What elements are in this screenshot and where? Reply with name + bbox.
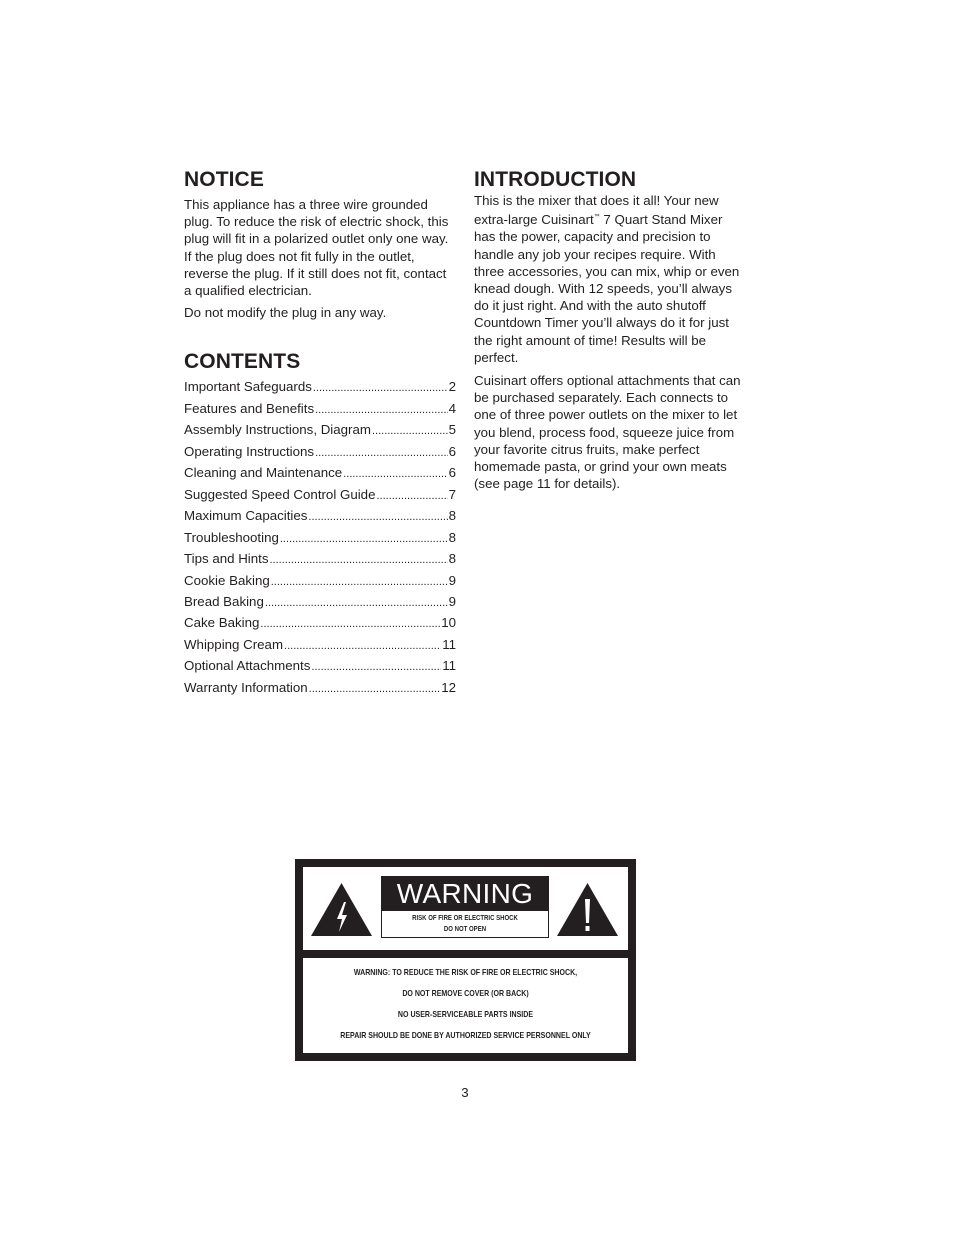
toc-entry-page: 12 [441, 679, 456, 695]
warning-subtitle-2: DO NOT OPEN [443, 926, 487, 933]
toc-entry [184, 592, 456, 613]
toc-entry-page: 9 [448, 593, 456, 609]
toc-entry-label: Features and Benefits [184, 400, 315, 416]
warning-subtitle-1: RISK OF FIRE OR ELECTRIC SHOCK [412, 915, 518, 922]
toc-entry [184, 656, 456, 677]
left-column [184, 168, 456, 699]
warning-line-2: DO NOT REMOVE COVER (OR BACK) [402, 989, 529, 998]
warning-text-panel [303, 958, 628, 1053]
toc-leader-dots [315, 444, 448, 463]
toc-entry-label: Cleaning and Maintenance [184, 465, 343, 481]
toc-entry-page: 8 [448, 551, 456, 567]
toc-entry-page: 9 [448, 572, 456, 588]
toc-entry-label: Maximum Capacities [184, 508, 308, 524]
introduction-paragraph-1 [474, 192, 746, 366]
intro-text-b: 7 Quart Stand Mixer has the power, capacity and precision to handle any job your recipes require. With three accessories, you can mix, whip or even knead dough. With 12 speeds, you’ll always do it just right. And with the auto shutoff Countdown Timer you’ll always do it for just the right amount of time! Results will be perfect. [474, 212, 740, 365]
trademark-mark: ™ [593, 214, 600, 221]
contents-heading: CONTENTS [184, 350, 301, 374]
toc-leader-dots [343, 465, 447, 484]
toc-leader-dots [260, 615, 440, 634]
toc-entry-page: 6 [448, 443, 456, 459]
toc-leader-dots [313, 379, 448, 398]
toc-leader-dots [280, 530, 448, 549]
toc-entry-page: 11 [442, 658, 456, 674]
toc-entry-page: 10 [441, 615, 456, 631]
toc-entry-page: 4 [448, 400, 456, 416]
toc-entry [184, 678, 456, 699]
notice-extra: Do not modify the plug in any way. [184, 305, 387, 321]
warning-header-panel [303, 867, 628, 950]
page-number: 3 [461, 1085, 469, 1100]
introduction-paragraph-2: Cuisinart offers optional attachments that can be purchased separately. Each connects to one of three power outlets on the mixer to let you blend, process food, squeeze juice from your favorite citrus fruits, make perfect homemade pasta, or grind your own meats (see page 11 for details). [474, 373, 741, 492]
toc-entry-label: Cookie Baking [184, 572, 270, 588]
toc-entry-page: 6 [448, 465, 456, 481]
toc-entry-label: Operating Instructions [184, 443, 315, 459]
toc-entry [184, 463, 456, 484]
toc-entry-page: 5 [448, 422, 456, 438]
toc-entry-label: Warranty Information [184, 679, 308, 695]
toc-leader-dots [270, 551, 448, 570]
toc-entry-label: Important Safeguards [184, 379, 312, 395]
toc-leader-dots [376, 487, 447, 506]
exclamation-icon [556, 882, 619, 937]
toc-entry [184, 613, 456, 634]
toc-entry-page: 11 [442, 636, 456, 652]
warning-label-box [295, 859, 636, 1061]
toc-entry [184, 485, 456, 506]
warning-title: WARNING [382, 877, 548, 911]
toc-leader-dots [311, 658, 441, 677]
toc-entry-label: Cake Baking [184, 615, 260, 631]
intro-text-a: This is the mixer that does it all! Your new extra-large Cuisinart [474, 193, 719, 228]
toc-entry [184, 420, 456, 441]
lightning-bolt-icon [310, 882, 373, 937]
notice-heading: NOTICE [184, 168, 264, 191]
toc-entry [184, 635, 456, 656]
toc-entry-label: Whipping Cream [184, 636, 284, 652]
toc-entry-label: Assembly Instructions, Diagram [184, 422, 371, 438]
toc-entry [184, 442, 456, 463]
introduction-heading: INTRODUCTION [474, 168, 637, 191]
notice-body: This appliance has a three wire grounded plug. To reduce the risk of electric shock, this plug will fit in a polarized outlet only one way. If the plug does not fit fully in the outlet, reverse the plug. If it still does not fit, contact a qualified electrician. [184, 197, 449, 299]
toc-entry-label: Troubleshooting [184, 529, 279, 545]
toc-entry-label: Tips and Hints [184, 551, 269, 567]
toc-leader-dots [284, 637, 441, 656]
toc-leader-dots [315, 401, 448, 420]
toc-entry [184, 571, 456, 592]
toc-leader-dots [265, 594, 448, 613]
warning-label [381, 876, 549, 938]
toc-leader-dots [271, 573, 448, 592]
toc-entry-page: 8 [448, 529, 456, 545]
toc-leader-dots [372, 422, 448, 441]
toc-entry [184, 506, 456, 527]
toc-entry [184, 377, 456, 398]
toc-entry-page: 2 [448, 379, 456, 395]
toc-entry-label: Optional Attachments [184, 658, 311, 674]
warning-line-3: NO USER-SERVICEABLE PARTS INSIDE [397, 1010, 534, 1019]
toc-entry-page: 7 [448, 486, 456, 502]
table-of-contents [184, 377, 456, 699]
toc-leader-dots [309, 680, 441, 699]
warning-line-1: WARNING: TO REDUCE THE RISK OF FIRE OR ELECTRIC SHOCK, [353, 968, 578, 977]
toc-entry [184, 399, 456, 420]
toc-entry-label: Bread Baking [184, 593, 264, 609]
toc-entry-label: Suggested Speed Control Guide [184, 486, 376, 502]
toc-entry [184, 528, 456, 549]
toc-leader-dots [308, 508, 447, 527]
warning-line-4: REPAIR SHOULD BE DONE BY AUTHORIZED SERVICE PERSONNEL ONLY [340, 1031, 591, 1040]
toc-entry [184, 549, 456, 570]
right-column [474, 168, 746, 492]
toc-entry-page: 8 [448, 508, 456, 524]
